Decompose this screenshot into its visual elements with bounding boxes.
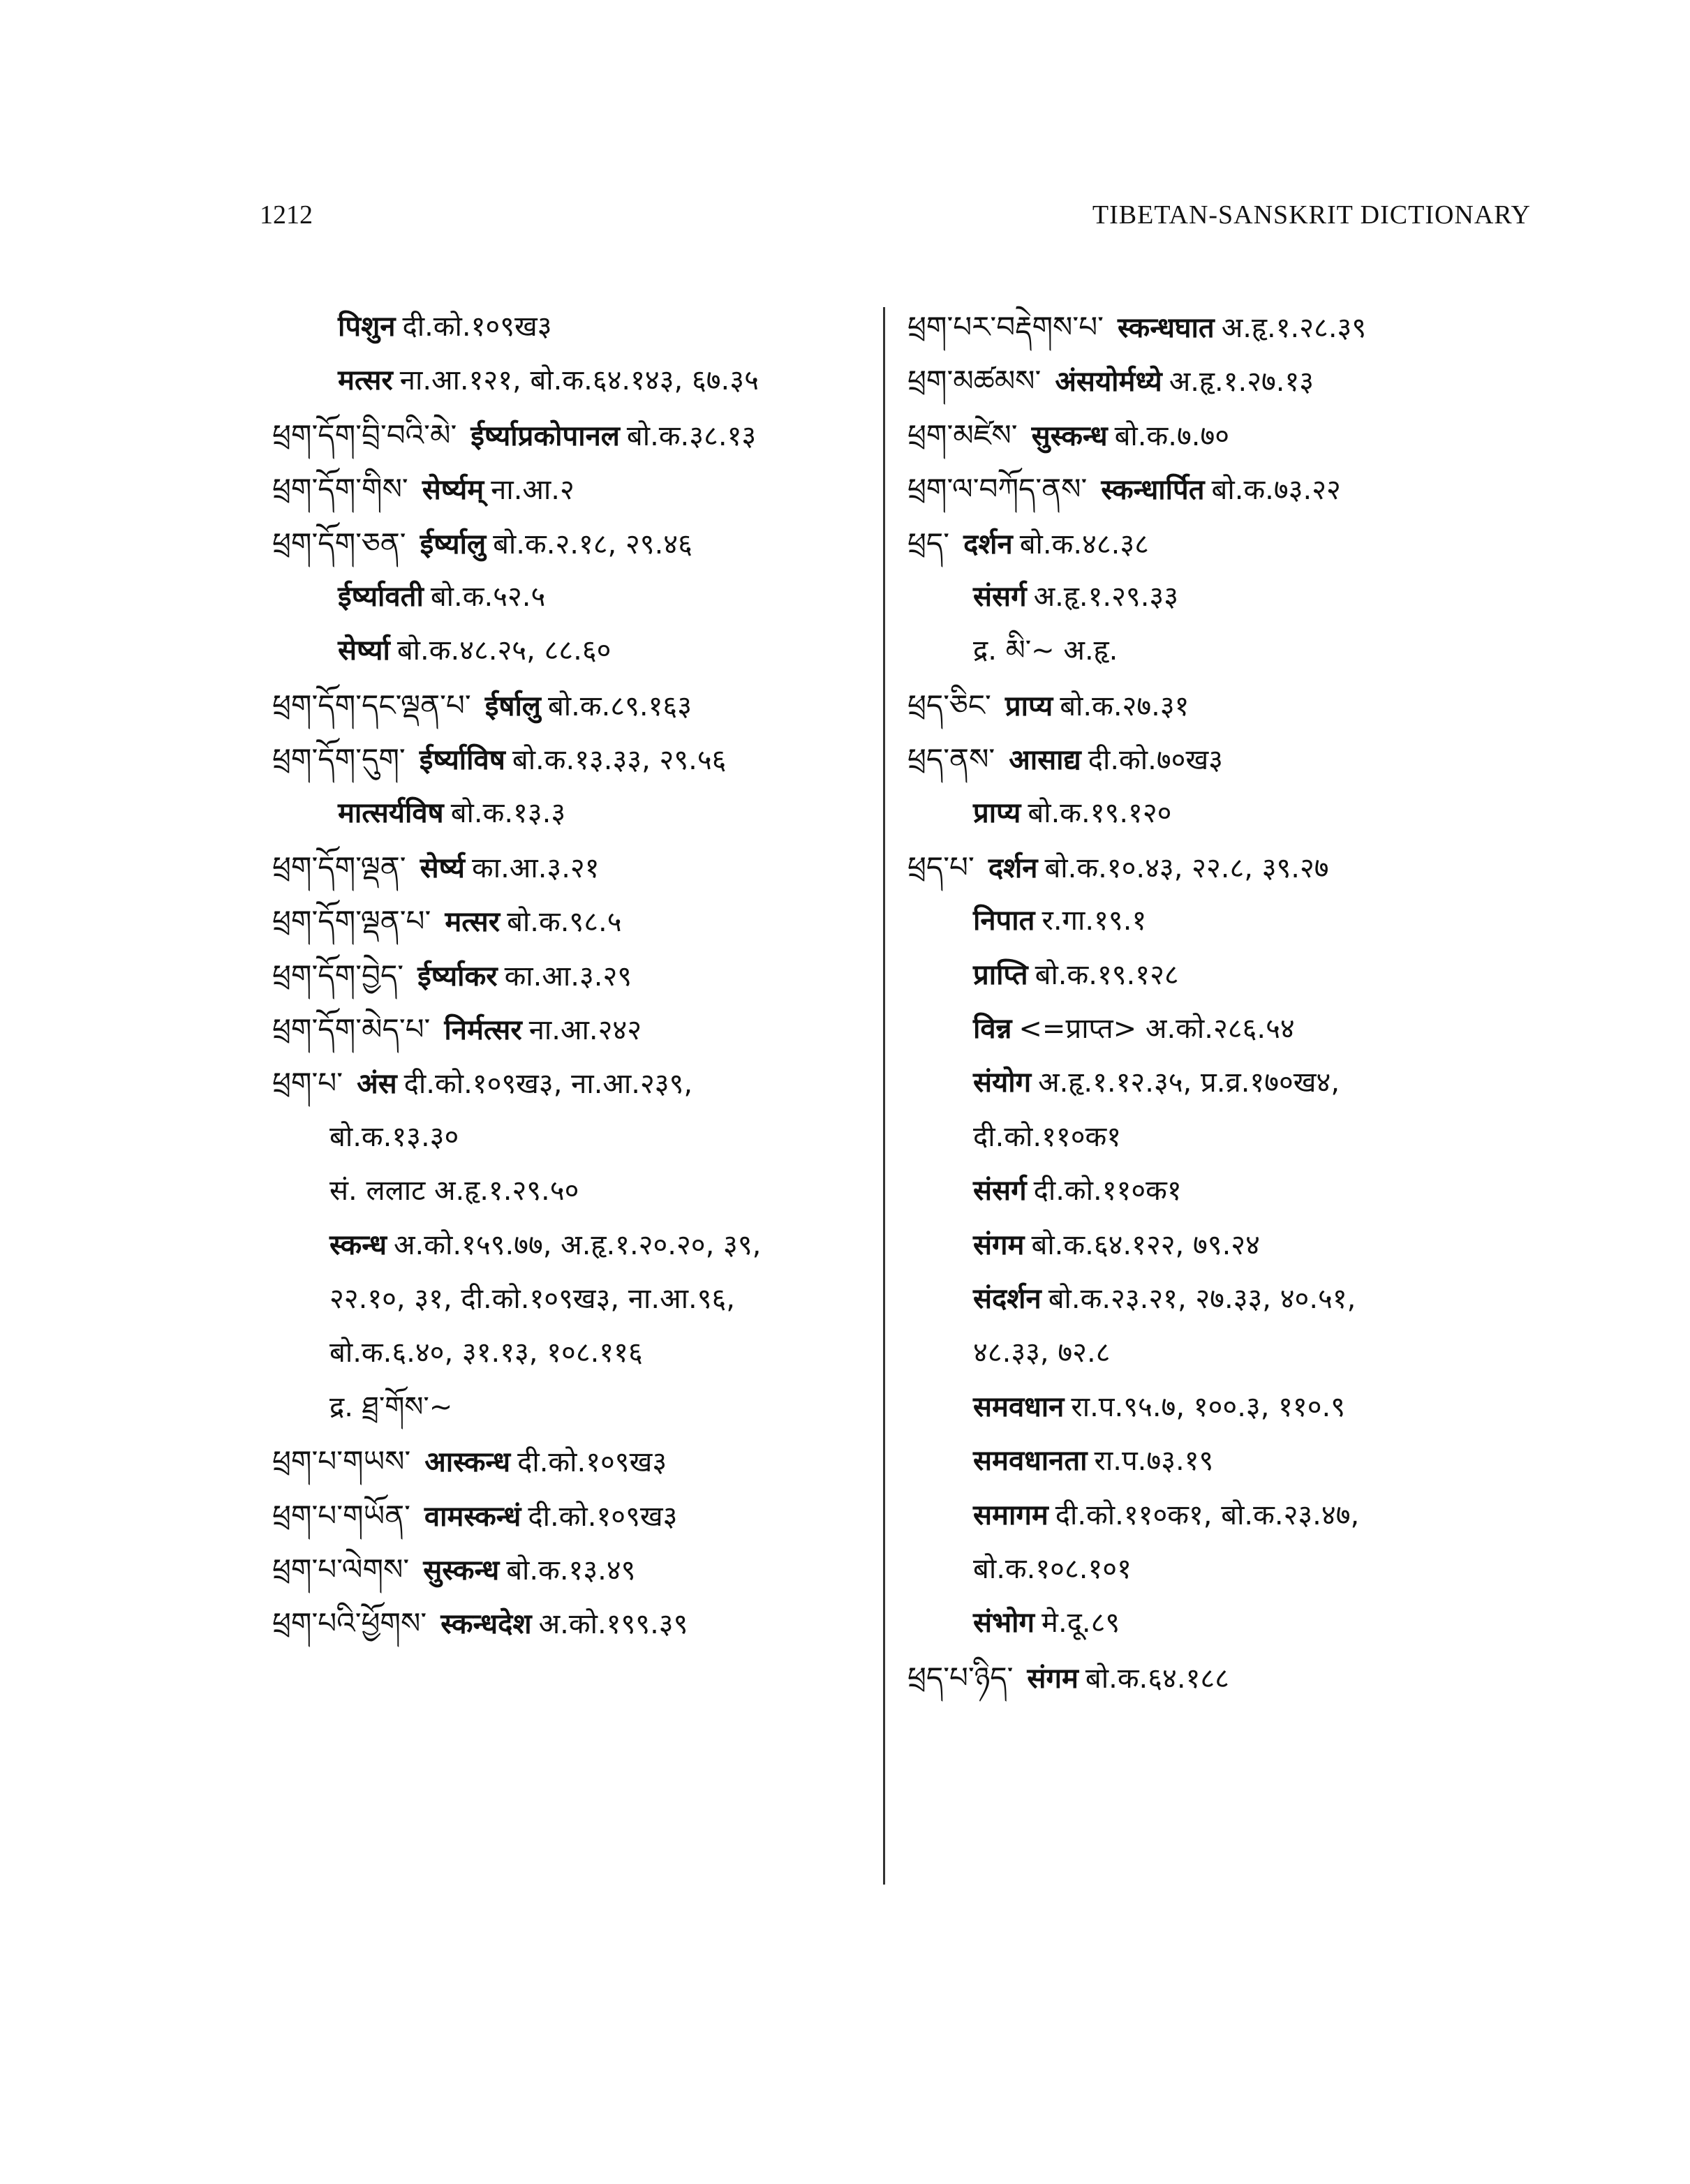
dictionary-entry-line — [272, 1056, 887, 1110]
dictionary-entry-line — [272, 787, 887, 840]
source-reference: दी.को.१०९ख३ — [517, 1446, 667, 1479]
tibetan-headword: ཕྲག་པ་ — [272, 1066, 343, 1101]
dictionary-entry-line — [907, 624, 1557, 678]
dictionary-entry-line — [272, 300, 887, 354]
sanskrit-equivalent: ईर्षालु — [484, 690, 541, 722]
sanskrit-equivalent: संगम — [973, 1228, 1025, 1261]
dictionary-entry-line — [907, 1164, 1557, 1218]
source-reference: दी.को.११०क१ — [973, 1120, 1122, 1153]
dictionary-entry-line — [907, 517, 1557, 570]
tibetan-headword: ཕྲག་ལ་བཀོད་ནས་ — [907, 472, 1088, 507]
sanskrit-equivalent: सेर्ष्यम् — [422, 474, 484, 507]
tibetan-headword: ཕྲད་ — [907, 526, 950, 560]
sanskrit-equivalent: संदर्शन — [973, 1283, 1042, 1316]
dictionary-entry-line — [907, 1056, 1557, 1110]
sanskrit-equivalent: मत्सर — [445, 906, 501, 939]
source-reference: दी.को.१०९ख३ — [528, 1500, 678, 1533]
dictionary-entry-line — [907, 840, 1557, 894]
source-reference: बो.क.४८.२५, ८८.६० — [396, 634, 611, 667]
sanskrit-equivalent: पिशुन — [338, 311, 396, 343]
sanskrit-equivalent: वामस्कन्धं — [424, 1500, 521, 1533]
dictionary-entry-line — [907, 1543, 1557, 1596]
source-reference: बो.क.७३.२२ — [1211, 474, 1341, 507]
sanskrit-equivalent: स्कन्धदेश — [440, 1608, 532, 1641]
dictionary-entry-line — [272, 517, 887, 570]
dictionary-entry-line — [272, 840, 887, 894]
source-reference: द्र. མི་~ अ.हृ. — [973, 634, 1118, 667]
dictionary-entry-line — [272, 1326, 887, 1380]
sanskrit-equivalent: निर्मत्सर — [444, 1014, 522, 1047]
sanskrit-equivalent: आसाद्य — [1009, 744, 1081, 777]
source-reference: बो.क.२७.३१ — [1060, 690, 1189, 722]
sanskrit-equivalent: ईर्ष्याविष — [419, 744, 505, 777]
tibetan-headword: ཕྲག་དོག་མེད་པ་ — [272, 1012, 431, 1047]
source-reference: बो.क.१९.१२० — [1028, 796, 1172, 829]
source-reference: दी.को.१०९ख३ — [402, 311, 552, 343]
sanskrit-equivalent: प्राप्य — [1005, 690, 1053, 722]
source-reference: अ.हृ.१.२९.३३ — [1033, 580, 1179, 613]
source-reference: <=प्राप्त> अ.को.२८६.५४ — [1018, 1013, 1295, 1046]
dictionary-entry-line — [907, 1489, 1557, 1543]
source-reference: बो.क.२३.२१, २७.३३, ४०.५१, — [1048, 1283, 1356, 1316]
source-reference: बो.क.१०८.१०१ — [973, 1552, 1132, 1585]
sanskrit-equivalent: अंसयोर्मध्ये — [1055, 366, 1162, 399]
column-divider — [883, 307, 885, 1885]
dictionary-entry-line — [907, 1596, 1557, 1650]
source-reference: बो.क.४८.३८ — [1019, 528, 1149, 560]
tibetan-headword: ཕྲག་དོག་ལྡན་པ་ — [272, 904, 431, 939]
tibetan-headword: ཕྲག་པའི་ཕྱོགས་ — [272, 1606, 427, 1641]
sanskrit-equivalent: समागम — [973, 1499, 1048, 1531]
source-reference: दी.को.१०९ख३, ना.आ.२३९, — [403, 1068, 693, 1101]
sanskrit-equivalent: मत्सर — [338, 364, 393, 397]
sanskrit-equivalent: ईर्ष्यावती — [338, 580, 424, 613]
dictionary-entry-line — [272, 949, 887, 1002]
source-reference: बो.क.१०.४३, २२.८, ३९.२७ — [1044, 852, 1329, 884]
sanskrit-equivalent: समवधानता — [973, 1445, 1088, 1478]
sanskrit-equivalent: संसर्ग — [973, 1175, 1027, 1208]
dictionary-entry-line — [907, 1002, 1557, 1056]
dictionary-entry-line — [907, 1434, 1557, 1488]
source-reference: बो.क.१९.१२८ — [1035, 958, 1179, 991]
source-reference: र.गा.१९.१ — [1042, 905, 1147, 937]
dictionary-entry-line — [907, 1651, 1557, 1704]
source-reference: बो.क.१३.३ — [450, 796, 566, 829]
sanskrit-equivalent: संगम — [1027, 1662, 1079, 1695]
dictionary-entry-line — [907, 354, 1557, 408]
tibetan-headword: ཕྲག་དོག་བྲི་བའི་མེ་ — [272, 417, 457, 452]
dictionary-entry-line — [272, 1434, 887, 1488]
sanskrit-equivalent: समवधान — [973, 1390, 1065, 1423]
sanskrit-equivalent: सेर्ष्या — [338, 634, 390, 667]
source-reference: ना.आ.१२१, बो.क.६४.१४३, ६७.३५ — [399, 364, 759, 397]
source-reference: अ.हृ.१.२७.१३ — [1169, 366, 1314, 399]
source-reference: रा.प.९५.७, १००.३, ११०.९ — [1071, 1390, 1346, 1423]
sanskrit-equivalent: प्राप्य — [973, 796, 1021, 829]
source-reference: अ.हृ.१.२८.३९ — [1221, 312, 1367, 344]
sanskrit-equivalent: स्कन्ध — [329, 1228, 387, 1261]
dictionary-entry-line — [272, 732, 887, 786]
tibetan-headword: ཕྲག་མཚམས་ — [907, 364, 1042, 399]
source-reference: बो.क.९८.५ — [507, 906, 622, 939]
dictionary-entry-line — [272, 1489, 887, 1543]
dictionary-entry-line — [272, 894, 887, 948]
sanskrit-equivalent: दर्शन — [988, 852, 1038, 884]
dictionary-entry-line — [907, 894, 1557, 948]
sanskrit-equivalent: स्कन्धघात — [1117, 312, 1215, 344]
tibetan-headword: ཕྲག་པ་གཡས་ — [272, 1444, 411, 1479]
source-reference: बो.क.१३.४९ — [506, 1554, 636, 1587]
source-reference: बो.क.६.४०, ३१.१३, १०८.११६ — [329, 1337, 643, 1369]
dictionary-entry-line — [272, 1002, 887, 1056]
dictionary-entry-line — [272, 1596, 887, 1650]
tibetan-headword: ཕྲག་དོག་དང་ལྡན་པ་ — [272, 688, 471, 722]
dictionary-entry-line — [272, 1110, 887, 1164]
source-reference: द्र. ཐྲ་གོས་~ — [329, 1390, 453, 1423]
tibetan-headword: ཕྲད་ནས་ — [907, 742, 995, 777]
sanskrit-equivalent: संसर्ग — [973, 580, 1027, 613]
tibetan-headword: ཕྲག་དོག་དུག་ — [272, 742, 406, 777]
dictionary-entry-line — [907, 408, 1557, 462]
dictionary-entry-line — [907, 1326, 1557, 1380]
sanskrit-equivalent: सुस्कन्ध — [1031, 419, 1108, 452]
tibetan-headword: ཕྲད་པ་ཉིད་ — [907, 1660, 1014, 1695]
sanskrit-equivalent: आस्कन्ध — [424, 1446, 511, 1479]
dictionary-entry-line — [907, 1381, 1557, 1434]
sanskrit-equivalent: सुस्कन्ध — [423, 1554, 500, 1587]
source-reference: अ.हृ.१.१२.३५, प्र.व्र.१७०ख४, — [1038, 1067, 1340, 1099]
source-reference: बो.क.२.१८, २९.४६ — [493, 528, 692, 560]
source-reference: ना.आ.२४२ — [528, 1014, 642, 1047]
dictionary-entry-line — [907, 1219, 1557, 1272]
dictionary-entry-line — [907, 732, 1557, 786]
tibetan-headword: ཕྲག་དོག་ཅན་ — [272, 526, 406, 560]
source-reference: मे.दू.८९ — [1042, 1607, 1120, 1640]
sanskrit-equivalent: ईर्ष्याकर — [417, 960, 498, 993]
tibetan-headword: ཕྲག་མཛེས་ — [907, 417, 1018, 452]
sanskrit-equivalent: विन्न — [973, 1013, 1012, 1046]
dictionary-entry-line — [272, 354, 887, 408]
dictionary-entry-line — [907, 462, 1557, 516]
source-reference: बो.क.८९.१६३ — [547, 690, 692, 722]
dictionary-entry-line — [272, 624, 887, 678]
source-reference: बो.क.३८.१३ — [626, 419, 757, 452]
tibetan-headword: ཕྲག་པར་བརྡེགས་པ་ — [907, 310, 1104, 344]
dictionary-entry-line — [272, 1164, 887, 1218]
source-reference: दी.को.११०क१, बो.क.२३.४७, — [1055, 1499, 1360, 1531]
dictionary-entry-line — [272, 570, 887, 624]
source-reference: बो.क.१३.३० — [329, 1120, 459, 1153]
source-reference: अ.को.१५९.७७, अ.हृ.१.२०.२०, ३९, — [393, 1228, 762, 1261]
dictionary-entry-line — [272, 1543, 887, 1596]
dictionary-entry-line — [907, 300, 1557, 354]
right-column — [907, 300, 1557, 1704]
source-reference: दी.को.७०ख३ — [1088, 744, 1223, 777]
tibetan-headword: ཕྲག་པ་གཡོན་ — [272, 1498, 410, 1533]
dictionary-entry-line — [907, 1110, 1557, 1164]
tibetan-headword: ཕྲད་པ་ — [907, 849, 974, 884]
dictionary-entry-line — [907, 949, 1557, 1002]
source-reference: ४८.३३, ७२.८ — [973, 1337, 1111, 1369]
left-column — [272, 300, 887, 1651]
source-reference: बो.क.७.७० — [1114, 419, 1230, 452]
sanskrit-equivalent: मात्सर्यविष — [338, 796, 444, 829]
sanskrit-equivalent: अंस — [357, 1068, 397, 1101]
dictionary-entry-line — [272, 408, 887, 462]
sanskrit-equivalent: प्राप्ति — [973, 958, 1028, 991]
source-reference: सं. ललाट अ.हृ.१.२९.५० — [329, 1175, 579, 1208]
sanskrit-equivalent: संभोग — [973, 1607, 1035, 1640]
tibetan-headword: ཕྲད་ཅིང་ — [907, 688, 991, 722]
dictionary-entry-line — [272, 1219, 887, 1272]
source-reference: बो.क.६४.१२२, ७९.२४ — [1031, 1228, 1260, 1261]
dictionary-entry-line — [907, 678, 1557, 732]
dictionary-entry-line — [272, 678, 887, 732]
source-reference: २२.१०, ३१, दी.को.१०९ख३, ना.आ.९६, — [329, 1283, 736, 1316]
running-head: TIBETAN-SANSKRIT DICTIONARY — [1092, 200, 1531, 230]
dictionary-entry-line — [272, 462, 887, 516]
sanskrit-equivalent: सेर्ष्य — [420, 852, 466, 884]
dictionary-entry-line — [907, 1272, 1557, 1326]
source-reference: ना.आ.२ — [491, 474, 575, 507]
tibetan-headword: ཕྲག་པ་ལེགས་ — [272, 1552, 410, 1587]
sanskrit-equivalent: निपात — [973, 905, 1035, 937]
dictionary-entry-line — [272, 1272, 887, 1326]
dictionary-entry-line — [272, 1381, 887, 1434]
source-reference: दी.को.११०क१ — [1033, 1175, 1182, 1208]
source-reference: रा.प.७३.१९ — [1094, 1445, 1214, 1478]
sanskrit-equivalent: ईर्ष्यालु — [420, 528, 487, 560]
tibetan-headword: ཕྲག་དོག་ལྡན་ — [272, 849, 406, 884]
source-reference: का.आ.३.२१ — [472, 852, 600, 884]
source-reference: अ.को.१९९.३९ — [538, 1608, 688, 1641]
source-reference: बो.क.६४.१८८ — [1085, 1662, 1229, 1695]
source-reference: बो.क.१३.३३, २९.५६ — [512, 744, 727, 777]
dictionary-entry-line — [907, 570, 1557, 624]
source-reference: का.आ.३.२९ — [504, 960, 632, 993]
source-reference: बो.क.५२.५ — [430, 580, 546, 613]
sanskrit-equivalent: संयोग — [973, 1067, 1032, 1099]
sanskrit-equivalent: स्कन्धार्पित — [1101, 474, 1205, 507]
tibetan-headword: ཕྲག་དོག་བྱེད་ — [272, 958, 404, 993]
sanskrit-equivalent: ईर्ष्याप्रकोपानल — [470, 419, 620, 452]
tibetan-headword: ཕྲག་དོག་གིས་ — [272, 472, 408, 507]
sanskrit-equivalent: दर्शन — [963, 528, 1013, 560]
dictionary-entry-line — [907, 787, 1557, 840]
page-number: 1212 — [260, 200, 313, 230]
